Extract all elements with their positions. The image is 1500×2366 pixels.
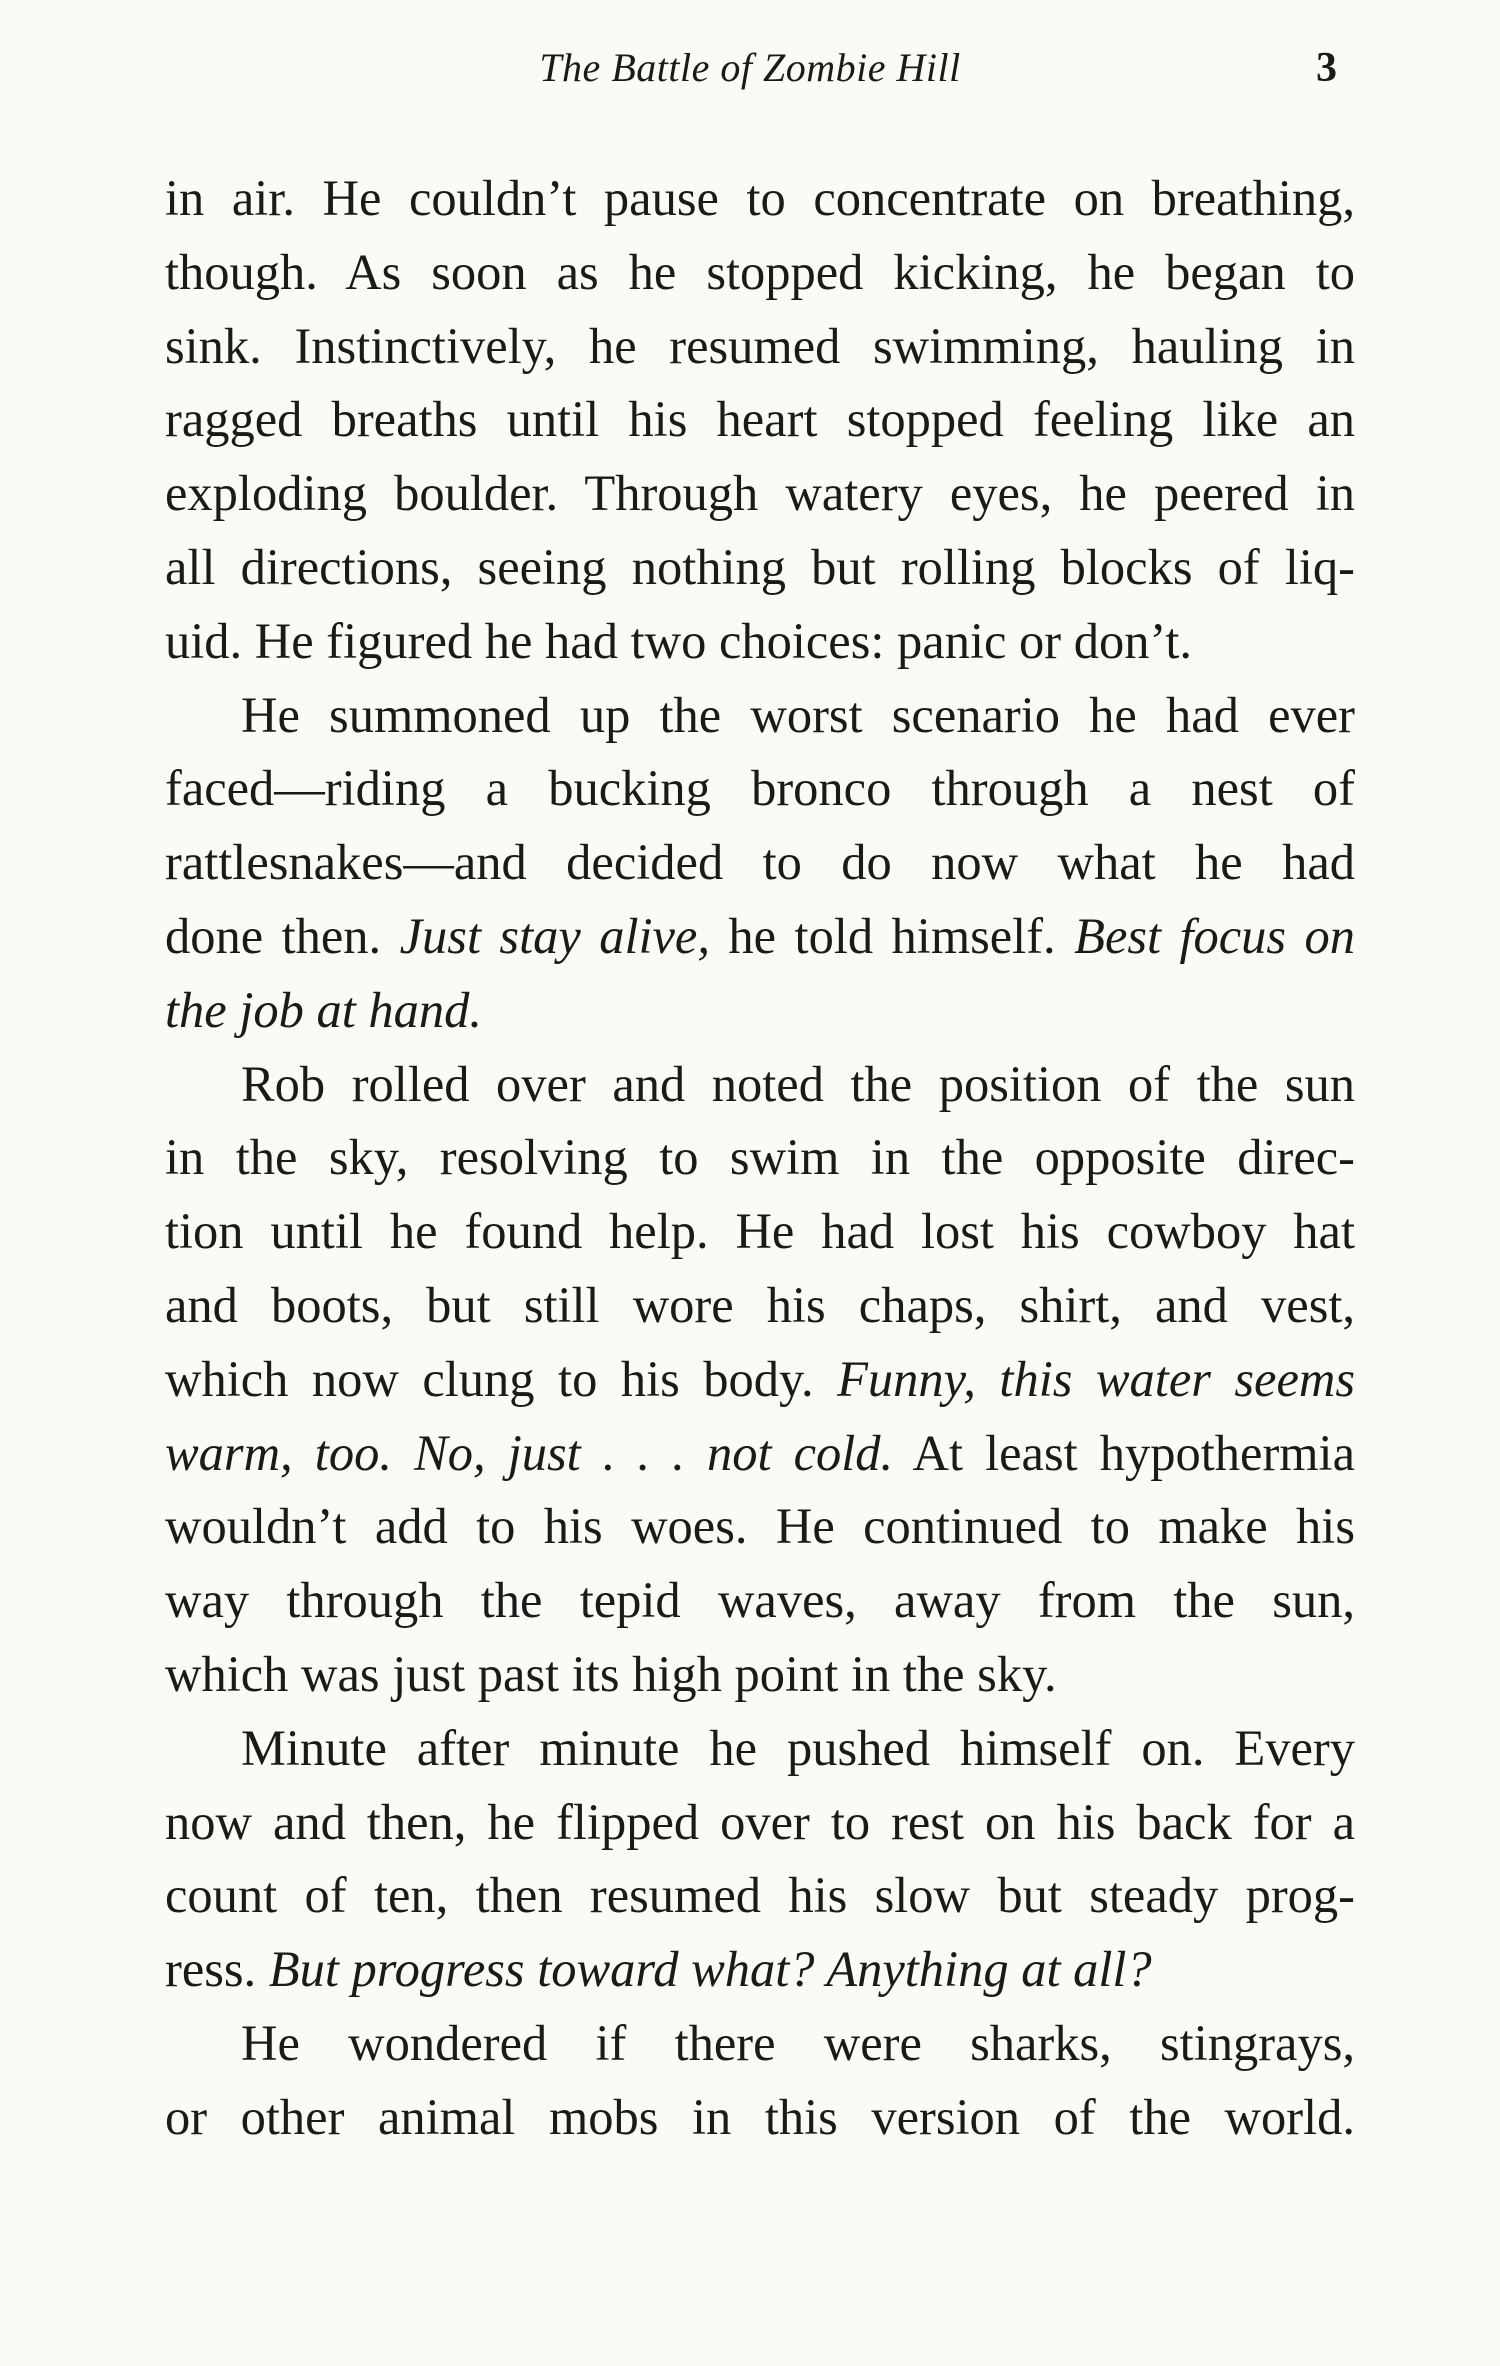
text-span: sink. Instinctively, he resumed swimming, hauling in	[165, 317, 1355, 374]
text-span: all directions, seeing nothing but rolling blocks of liq-	[165, 538, 1355, 595]
italic-text-span: But progress toward what? Anything at all?	[268, 1941, 1152, 1998]
text-line	[165, 310, 1355, 384]
text-span: he told himself.	[709, 907, 1075, 964]
text-span: which now clung to his body.	[165, 1350, 838, 1407]
italic-text-span: Funny, this water seems	[837, 1350, 1355, 1407]
page-number: 3	[1316, 45, 1337, 91]
text-line	[165, 605, 1355, 679]
text-span: way through the tepid waves, away from the sun,	[165, 1572, 1355, 1629]
text-line	[165, 162, 1355, 236]
text-span: or other animal mobs in this version of the world.	[165, 2088, 1355, 2145]
text-line	[165, 1121, 1355, 1195]
text-span: faced—riding a bucking bronco through a nest of	[165, 760, 1355, 817]
italic-text-span: the job at hand.	[165, 981, 483, 1038]
text-span: ragged breaths until his heart stopped feeling like an	[165, 391, 1355, 448]
text-span: now and then, he flipped over to rest on his back for a	[165, 1793, 1355, 1850]
text-span: wouldn’t add to his woes. He continued to make his	[165, 1498, 1355, 1555]
running-title: The Battle of Zombie Hill	[539, 45, 961, 90]
text-line	[165, 1048, 1355, 1122]
text-line	[165, 1859, 1355, 1933]
text-span: which was just past its high point in the sky.	[165, 1645, 1057, 1702]
text-span: tion until he found help. He had lost his cowboy hat	[165, 1203, 1355, 1260]
text-span: He wondered if there were sharks, stingrays,	[241, 2014, 1355, 2071]
italic-text-span: warm, too. No, just . . . not cold.	[165, 1424, 894, 1481]
text-span: Rob rolled over and noted the position of the sun	[241, 1055, 1355, 1112]
text-span: ress.	[165, 1941, 269, 1998]
text-line	[165, 1638, 1355, 1712]
text-span: rattlesnakes—and decided to do now what he had	[165, 834, 1355, 891]
text-span: though. As soon as he stopped kicking, he began to	[165, 243, 1355, 300]
text-line	[165, 457, 1355, 531]
text-line	[165, 1269, 1355, 1343]
text-line	[165, 531, 1355, 605]
italic-text-span: Best focus on	[1074, 907, 1356, 964]
text-span: uid. He figured he had two choices: panic or don’t.	[165, 612, 1193, 669]
text-span: count of ten, then resumed his slow but steady prog-	[165, 1867, 1355, 1924]
text-line	[165, 383, 1355, 457]
text-span: exploding boulder. Through watery eyes, he peered in	[165, 465, 1355, 522]
text-line	[165, 1490, 1355, 1564]
text-line	[165, 1195, 1355, 1269]
text-line	[165, 236, 1355, 310]
text-span: done then.	[165, 907, 400, 964]
text-span: He summoned up the worst scenario he had ever	[241, 686, 1355, 743]
text-line	[165, 2007, 1355, 2081]
text-span: and boots, but still wore his chaps, shirt, and vest,	[165, 1276, 1355, 1333]
text-line	[165, 2081, 1355, 2155]
text-span: in air. He couldn’t pause to concentrate on breathing,	[165, 170, 1355, 226]
text-span: Minute after minute he pushed himself on. Every	[241, 1719, 1355, 1776]
text-line	[165, 752, 1355, 826]
text-line	[165, 974, 1355, 1048]
text-line	[165, 1564, 1355, 1638]
text-span: At least hypothermia	[893, 1424, 1355, 1481]
text-line	[165, 1933, 1355, 2007]
text-line	[165, 900, 1355, 974]
text-line	[165, 1786, 1355, 1860]
text-span: in the sky, resolving to swim in the opposite direc-	[165, 1129, 1355, 1186]
text-line	[165, 1417, 1355, 1491]
text-line	[165, 826, 1355, 900]
text-line	[165, 1343, 1355, 1417]
italic-text-span: Just stay alive,	[399, 907, 710, 964]
body-text	[165, 162, 1355, 2155]
text-line	[165, 679, 1355, 753]
text-line	[165, 1712, 1355, 1786]
